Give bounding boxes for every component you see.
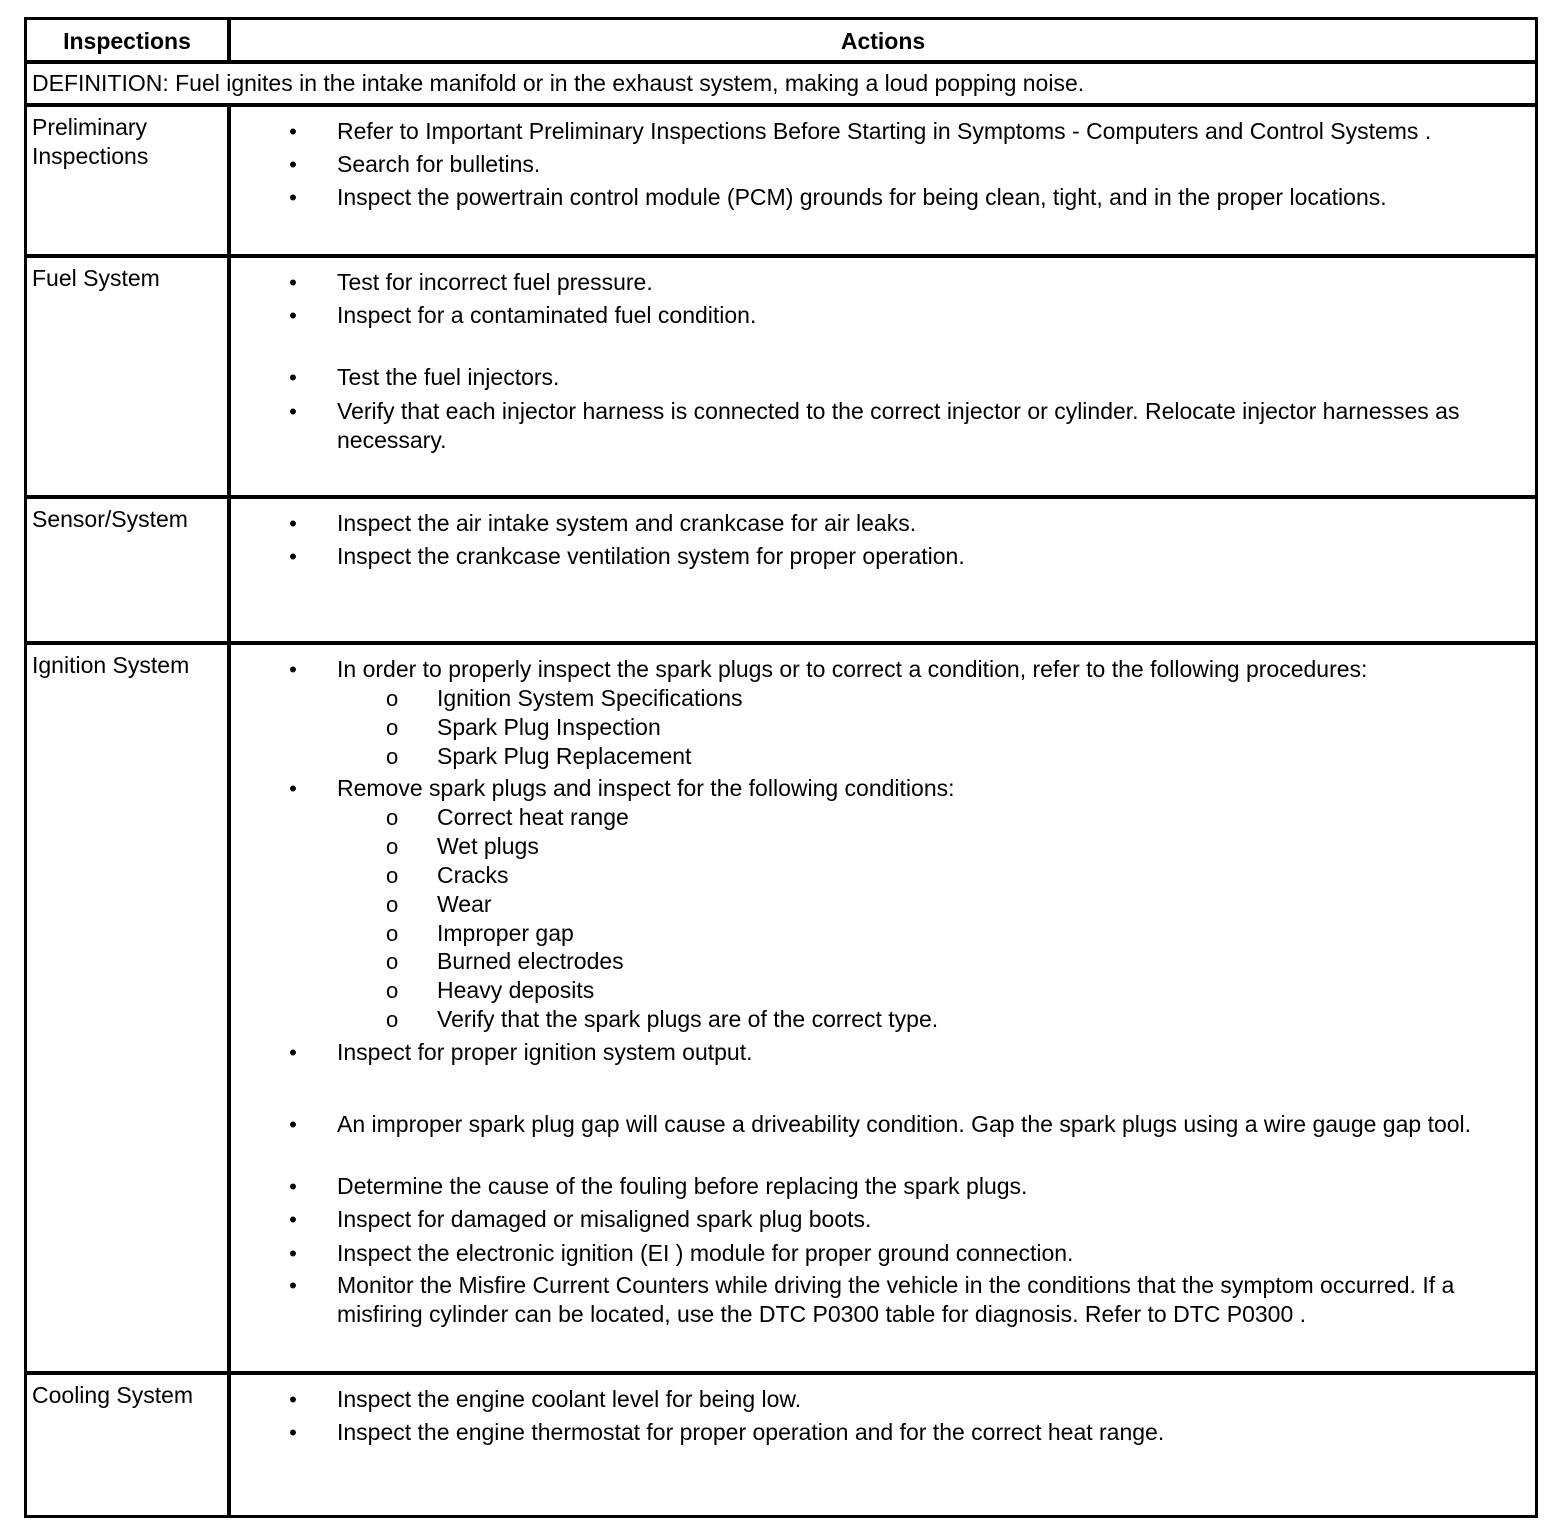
circle-bullet-icon: o bbox=[386, 892, 399, 917]
section-sensor-system bbox=[27, 495, 1535, 641]
bullet-icon: • bbox=[289, 1040, 297, 1065]
bullet-icon: • bbox=[289, 1174, 297, 1199]
section-label: Preliminary Inspections bbox=[32, 114, 149, 169]
actions-cell: • Refer to Important Preliminary Inspections Before Starting in Symptoms - Computers and Control Systems . • Search for bulletins. • Inspect the powertrain control module (PCM) grounds for being clean, tight, and in the proper locations. bbox=[231, 107, 1535, 254]
bullet-icon: • bbox=[289, 399, 297, 424]
bullet-icon: • bbox=[289, 365, 297, 390]
actions-cell: • Inspect the air intake system and crankcase for air leaks. • Inspect the crankcase ventilation system for proper operation. bbox=[231, 499, 1535, 641]
bullet-icon: • bbox=[289, 1420, 297, 1445]
definition-text: DEFINITION: Fuel ignites in the intake manifold or in the exhaust system, making a loud popping noise. bbox=[32, 70, 1085, 96]
section-label: Fuel System bbox=[32, 265, 160, 291]
bullet-icon: • bbox=[289, 1241, 297, 1266]
circle-bullet-icon: o bbox=[386, 744, 399, 769]
bullet-icon: • bbox=[289, 1207, 297, 1232]
bullet-icon: • bbox=[289, 776, 297, 801]
section-ignition-system bbox=[27, 641, 1535, 1371]
section-cooling-system bbox=[27, 1371, 1535, 1515]
circle-bullet-icon: o bbox=[386, 805, 399, 830]
bullet-icon: • bbox=[289, 1112, 297, 1137]
circle-bullet-icon: o bbox=[386, 1007, 399, 1032]
bullet-icon: • bbox=[289, 185, 297, 210]
table-header-row bbox=[27, 20, 1535, 60]
bullet-icon: • bbox=[289, 511, 297, 536]
section-label: Sensor/System bbox=[32, 506, 188, 532]
inspections-header: Inspections bbox=[63, 28, 191, 54]
actions-cell: • In order to properly inspect the spark plugs or to correct a condition, refer to the following procedures: o Ignition System Specifications o Spark Plug Inspection o Spark Plug Replacement • Remove spark plugs and inspect for the following conditions: o Correct heat range o Wet plugs o Cracks o Wear o Improper gap o Burned electrodes o Heavy deposits o Verify that the spark plugs are of the correct type. • Inspect for proper ignition system output. • An improper spark plug gap will cause a driveability condition. Gap the spark plugs using a wire gauge gap tool. • Determine the cause of the fouling before replacing the spark plugs. • Inspect for damaged or misaligned spark plug boots. • Inspect the electronic ignition (EI ) module for proper ground connection. • Monitor the Misfire Current Counters while driving the vehicle in the conditions that the symptom occurred. If a misfiring cylinder can be located, use the DTC P0300 table for diagnosis. Refer to DTC P0300 . bbox=[231, 645, 1535, 1371]
circle-bullet-icon: o bbox=[386, 715, 399, 740]
section-preliminary-inspections bbox=[27, 103, 1535, 254]
circle-bullet-icon: o bbox=[386, 978, 399, 1003]
bullet-icon: • bbox=[289, 1273, 297, 1298]
bullet-icon: • bbox=[289, 270, 297, 295]
actions-cell: • Test for incorrect fuel pressure. • Inspect for a contaminated fuel condition. • Test the fuel injectors. • Verify that each injector harness is connected to the correct injector or cylinder. Relocate injector harnesses as necessary. bbox=[231, 258, 1535, 495]
section-fuel-system bbox=[27, 254, 1535, 495]
circle-bullet-icon: o bbox=[386, 921, 399, 946]
definition-row bbox=[27, 60, 1535, 103]
actions-cell: • Inspect the engine coolant level for being low. • Inspect the engine thermostat for proper operation and for the correct heat range. bbox=[231, 1375, 1535, 1515]
section-label: Ignition System bbox=[32, 652, 190, 678]
actions-header: Actions bbox=[840, 28, 926, 54]
circle-bullet-icon: o bbox=[386, 834, 399, 859]
bullet-icon: • bbox=[289, 1387, 297, 1412]
symptom-table bbox=[24, 17, 1538, 1518]
circle-bullet-icon: o bbox=[386, 863, 399, 888]
section-label: Cooling System bbox=[32, 1382, 194, 1408]
bullet-icon: • bbox=[289, 657, 297, 682]
bullet-icon: • bbox=[289, 119, 297, 144]
bullet-icon: • bbox=[289, 544, 297, 569]
circle-bullet-icon: o bbox=[386, 949, 399, 974]
circle-bullet-icon: o bbox=[386, 686, 399, 711]
bullet-icon: • bbox=[289, 303, 297, 328]
bullet-icon: • bbox=[289, 152, 297, 177]
